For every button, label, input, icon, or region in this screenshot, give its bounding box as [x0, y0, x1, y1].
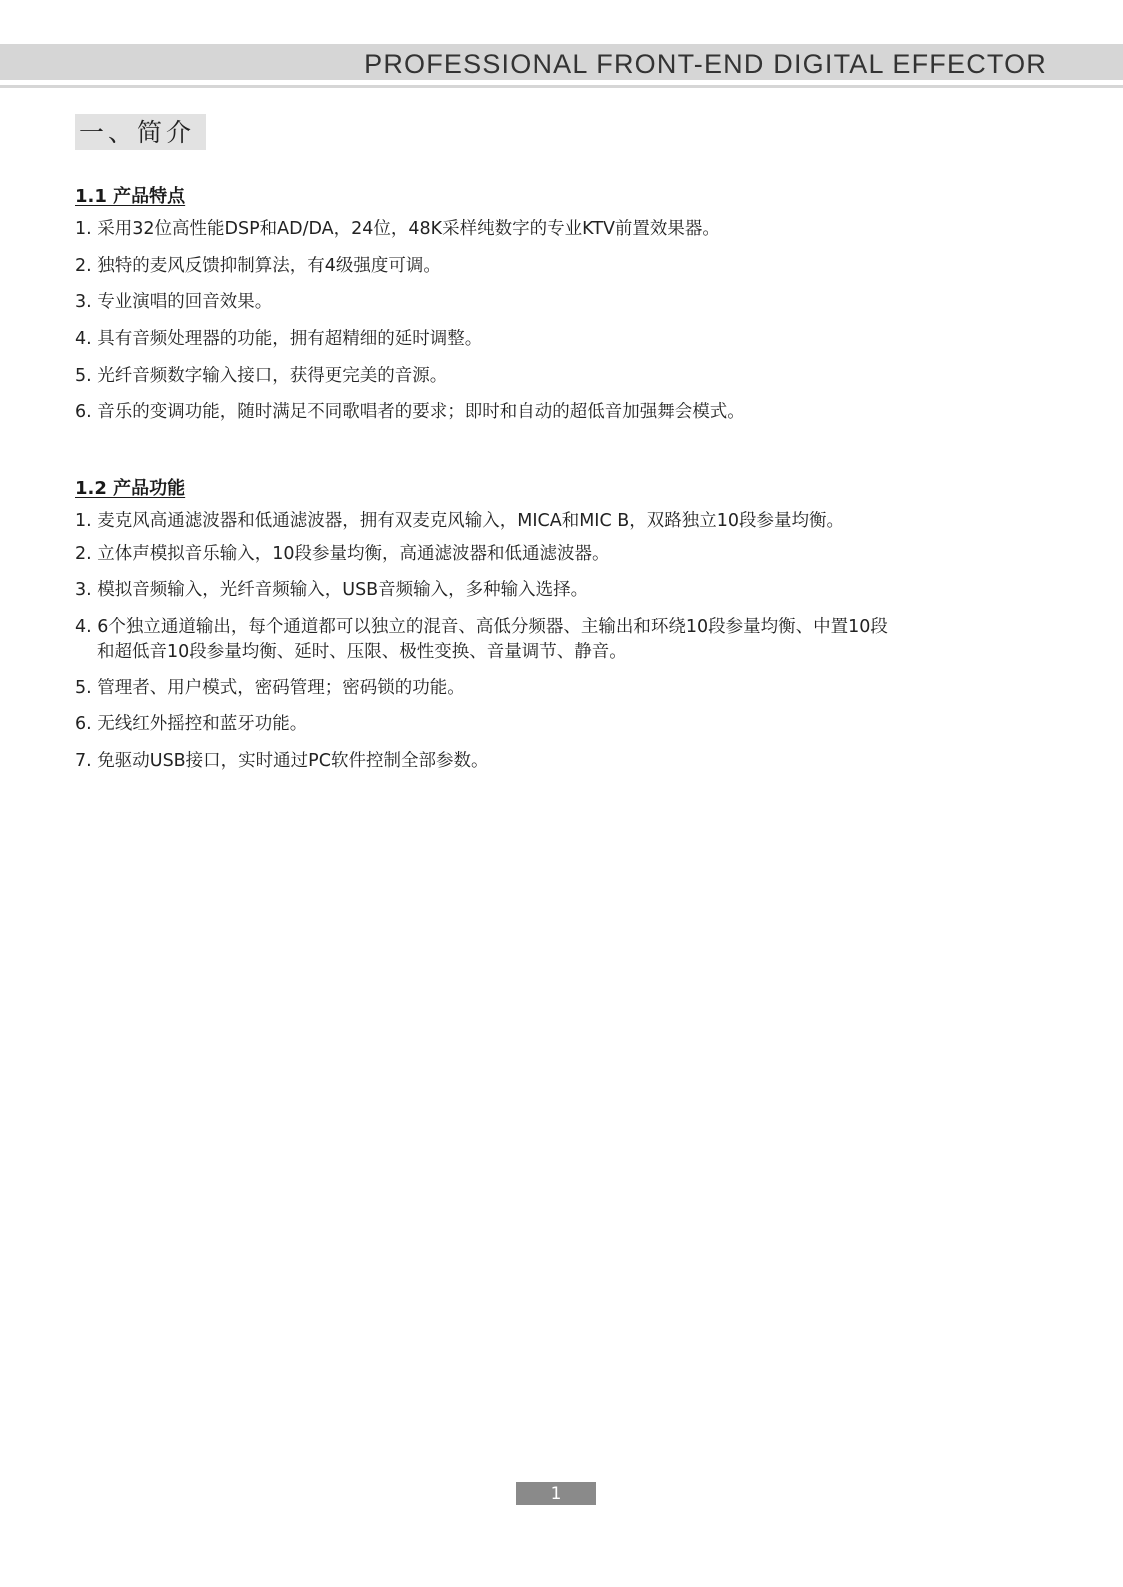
function-item: 2. 立体声模拟音乐输入，10段参量均衡，高通滤波器和低通滤波器。 — [75, 544, 610, 564]
feature-item: 4. 具有音频处理器的功能，拥有超精细的延时调整。 — [75, 329, 483, 349]
feature-item: 6. 音乐的变调功能，随时满足不同歌唱者的要求；即时和自动的超低音加强舞会模式。 — [75, 402, 745, 422]
document-header-title: PROFESSIONAL FRONT-END DIGITAL EFFECTOR — [364, 49, 1047, 79]
function-item: 7. 免驱动USB接口，实时通过PC软件控制全部参数。 — [75, 751, 489, 771]
function-item: 3. 模拟音频输入，光纤音频输入，USB音频输入，多种输入选择。 — [75, 580, 589, 600]
page-number: 1 — [516, 1482, 596, 1505]
feature-item: 2. 独特的麦风反馈抑制算法，有4级强度可调。 — [75, 256, 441, 276]
feature-item: 5. 光纤音频数字输入接口，获得更完美的音源。 — [75, 366, 448, 386]
functions-heading: 1.2 产品功能 — [75, 478, 186, 499]
features-heading: 1.1 产品特点 — [75, 186, 186, 207]
function-item-continuation: 和超低音10段参量均衡、延时、压限、极性变换、音量调节、静音。 — [97, 642, 627, 662]
feature-item: 1. 采用32位高性能DSP和AD/DA，24位，48K采样纯数字的专业KTV前置效果器。 — [75, 219, 720, 239]
header-rule — [0, 85, 1123, 88]
feature-item: 3. 专业演唱的回音效果。 — [75, 292, 273, 312]
function-item: 4. 6个独立通道输出，每个通道都可以独立的混音、高低分频器、主输出和环绕10段参量均衡、中置10段 — [75, 617, 888, 637]
function-item: 1. 麦克风高通滤波器和低通滤波器，拥有双麦克风输入，MICA和MIC B，双路独立10段参量均衡。 — [75, 511, 845, 531]
function-item: 5. 管理者、用户模式，密码管理；密码锁的功能。 — [75, 678, 465, 698]
section-heading: 一、简介 — [75, 114, 206, 150]
function-item: 6. 无线红外摇控和蓝牙功能。 — [75, 714, 308, 734]
